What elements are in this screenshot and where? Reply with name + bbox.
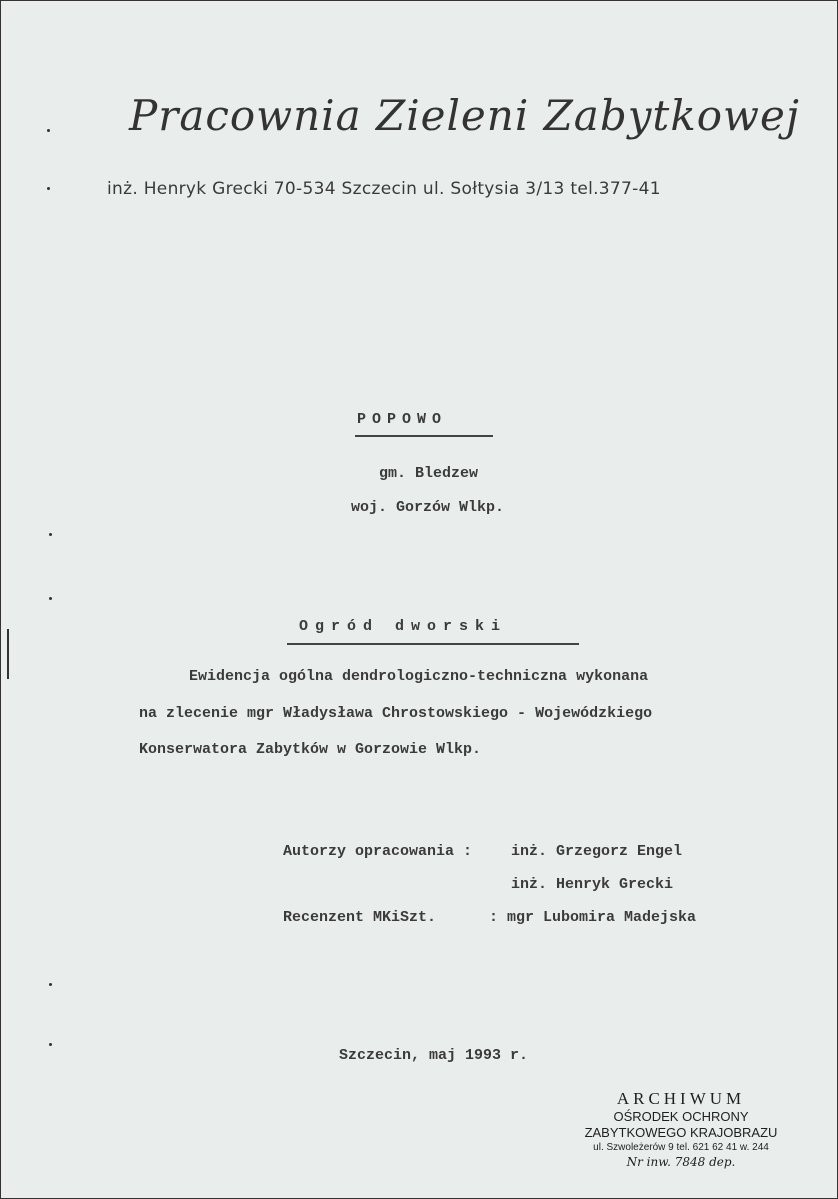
description-line: Konserwatora Zabytków w Gorzowie Wlkp. xyxy=(139,741,482,758)
subject-title: Ogród dworski xyxy=(299,618,508,635)
title-underline xyxy=(355,435,493,437)
stamp-org-line: OŚRODEK OCHRONY xyxy=(613,1109,749,1124)
description-line: Ewidencja ogólna dendrologiczno-techniczna wykonana xyxy=(189,668,649,685)
stamp-address: ul. Szwoleżerów 9 tel. 621 62 41 w. 244 xyxy=(593,1142,769,1153)
reviewer-label: Recenzent MKiSzt. xyxy=(283,909,437,926)
document-title: POPOWO xyxy=(357,411,448,428)
binder-hole-mark xyxy=(47,187,50,190)
binder-hole-mark xyxy=(49,983,52,986)
subject-underline xyxy=(287,643,579,645)
binder-hole-mark xyxy=(49,597,52,600)
stamp-archive-label: ARCHIWUM xyxy=(616,1089,746,1108)
binder-edge-mark xyxy=(7,629,9,679)
binder-hole-mark xyxy=(47,129,50,132)
binder-hole-mark xyxy=(49,1043,52,1046)
description-line: na zlecenie mgr Władysława Chrostowskiego - Wojewódzkiego xyxy=(139,705,653,722)
stamp-inventory-number: Nr inw. 7848 dep. xyxy=(626,1155,736,1169)
author-name: inż. Henryk Grecki xyxy=(511,876,674,893)
reviewer-name: : mgr Lubomira Madejska xyxy=(489,909,697,926)
gmina-line: gm. Bledzew xyxy=(379,465,479,482)
authors-label: Autorzy opracowania : xyxy=(283,843,473,860)
wojewodztwo-line: woj. Gorzów Wlkp. xyxy=(351,499,505,516)
stamp-org-line: ZABYTKOWEGO KRAJOBRAZU xyxy=(584,1125,778,1140)
binder-hole-mark xyxy=(49,533,52,536)
author-name: inż. Grzegorz Engel xyxy=(511,843,683,860)
letterhead-title: Pracownia Zieleni Zabytkowej xyxy=(129,91,800,140)
archive-stamp xyxy=(561,1089,801,1169)
letterhead-address: inż. Henryk Grecki 70-534 Szczecin ul. Sołtysia 3/13 tel.377-41 xyxy=(107,179,661,199)
place-and-date: Szczecin, maj 1993 r. xyxy=(339,1047,529,1064)
